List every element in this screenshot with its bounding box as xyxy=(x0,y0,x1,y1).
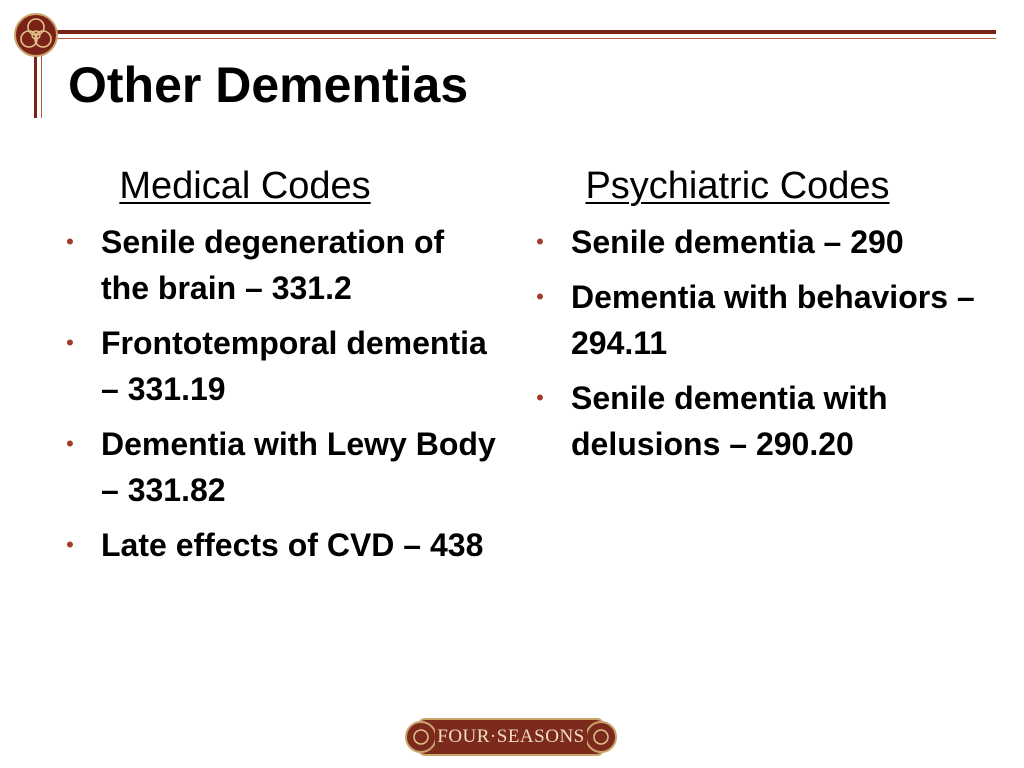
medical-codes-column xyxy=(60,165,500,577)
top-rule xyxy=(46,30,996,34)
four-seasons-logo xyxy=(405,716,617,758)
list-item xyxy=(60,320,500,412)
bullet-dot-icon: • xyxy=(66,228,74,254)
list-item-text: Dementia with behaviors – 294.11 xyxy=(571,278,975,361)
list-item xyxy=(60,219,500,311)
logo-text: FOUR·SEASONS xyxy=(437,726,585,747)
list-item xyxy=(530,375,1000,467)
list-item-text: Senile degeneration of the brain – 331.2 xyxy=(101,223,445,306)
psychiatric-codes-list xyxy=(530,219,1000,467)
slide-title: Other Dementias xyxy=(68,57,469,113)
medical-codes-heading: Medical Codes xyxy=(119,165,371,207)
bullet-dot-icon: • xyxy=(66,329,74,355)
bullet-dot-icon: • xyxy=(536,283,544,309)
list-item xyxy=(60,522,500,568)
list-item-text: Late effects of CVD – 438 xyxy=(101,526,484,563)
list-item xyxy=(530,274,1000,366)
list-item-text: Frontotemporal dementia – 331.19 xyxy=(101,324,487,407)
bullet-dot-icon: • xyxy=(66,430,74,456)
bullet-dot-icon: • xyxy=(536,228,544,254)
bullet-dot-icon: • xyxy=(66,531,74,557)
list-item-text: Senile dementia – 290 xyxy=(571,223,904,260)
list-item-text: Dementia with Lewy Body – 331.82 xyxy=(101,425,496,508)
bullet-dot-icon: • xyxy=(536,384,544,410)
medical-codes-list xyxy=(60,219,500,568)
celtic-knot-emblem-icon xyxy=(13,12,59,58)
list-item-text: Senile dementia with delusions – 290.20 xyxy=(571,379,888,462)
psychiatric-codes-heading: Psychiatric Codes xyxy=(585,165,890,207)
top-rule-thin xyxy=(46,38,996,39)
list-item xyxy=(530,219,1000,265)
list-item xyxy=(60,421,500,513)
psychiatric-codes-column xyxy=(530,165,1000,476)
